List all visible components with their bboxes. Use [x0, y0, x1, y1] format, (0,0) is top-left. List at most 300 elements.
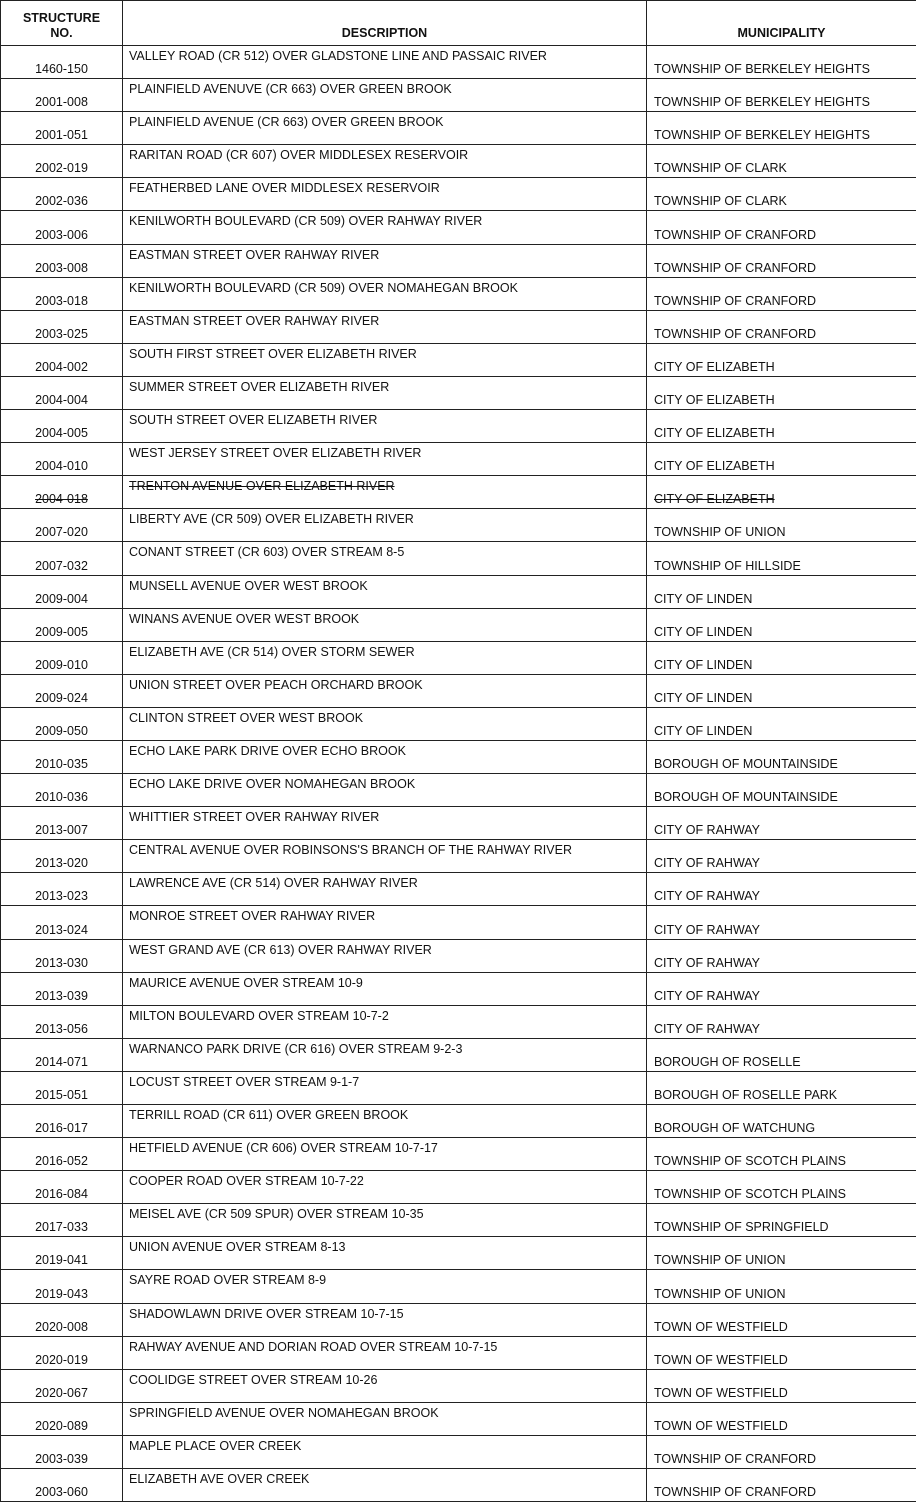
cell-structure-no-text: 2009-005: [35, 625, 88, 639]
cell-description: [123, 211, 647, 244]
cell-structure-no: [1, 873, 123, 906]
cell-structure-no: [1, 1105, 123, 1138]
cell-structure-no-text: 2016-052: [35, 1154, 88, 1168]
cell-structure-no: [1, 1435, 123, 1468]
table-row: [1, 1105, 916, 1138]
cell-description-text: ECHO LAKE DRIVE OVER NOMAHEGAN BROOK: [129, 777, 415, 791]
cell-municipality: [647, 1270, 916, 1303]
cell-description: [123, 1204, 647, 1237]
cell-description-text: ELIZABETH AVE (CR 514) OVER STORM SEWER: [129, 645, 415, 659]
cell-description: [123, 939, 647, 972]
cell-description: [123, 1270, 647, 1303]
cell-description-text: EASTMAN STREET OVER RAHWAY RIVER: [129, 248, 379, 262]
cell-description-text: MAPLE PLACE OVER CREEK: [129, 1439, 301, 1453]
cell-description: [123, 575, 647, 608]
cell-description-text: CLINTON STREET OVER WEST BROOK: [129, 711, 363, 725]
table-row: [1, 1171, 916, 1204]
cell-structure-no-text: 2004-002: [35, 360, 88, 374]
cell-municipality-text: CITY OF RAHWAY: [654, 856, 760, 870]
cell-municipality: [647, 1369, 916, 1402]
cell-description: [123, 1402, 647, 1435]
table-row: [1, 807, 916, 840]
cell-description: [123, 376, 647, 409]
cell-description: [123, 1303, 647, 1336]
cell-municipality-text: CITY OF RAHWAY: [654, 923, 760, 937]
cell-description-text: KENILWORTH BOULEVARD (CR 509) OVER NOMAHEGAN BROOK: [129, 281, 518, 295]
table-row: [1, 112, 916, 145]
cell-structure-no: [1, 740, 123, 773]
cell-description: [123, 807, 647, 840]
cell-municipality: [647, 873, 916, 906]
header-row: [1, 1, 916, 46]
cell-municipality: [647, 774, 916, 807]
cell-description: [123, 1237, 647, 1270]
cell-structure-no-text: 2002-036: [35, 194, 88, 208]
table-row: [1, 1336, 916, 1369]
cell-structure-no-text: 2004-005: [35, 426, 88, 440]
cell-structure-no: [1, 1005, 123, 1038]
cell-description: [123, 1138, 647, 1171]
cell-description: [123, 1105, 647, 1138]
table-row: [1, 906, 916, 939]
cell-description-text: EASTMAN STREET OVER RAHWAY RIVER: [129, 314, 379, 328]
cell-description-text: TERRILL ROAD (CR 611) OVER GREEN BROOK: [129, 1108, 408, 1122]
cell-description: [123, 740, 647, 773]
cell-structure-no-text: 2019-043: [35, 1287, 88, 1301]
table-row: [1, 840, 916, 873]
cell-structure-no: [1, 1071, 123, 1104]
cell-structure-no-text: 2010-035: [35, 757, 88, 771]
header-description: DESCRIPTION: [123, 1, 647, 46]
cell-description-text: UNION STREET OVER PEACH ORCHARD BROOK: [129, 678, 423, 692]
cell-structure-no: [1, 972, 123, 1005]
cell-description-text: FEATHERBED LANE OVER MIDDLESEX RESERVOIR: [129, 181, 440, 195]
cell-description-text: CONANT STREET (CR 603) OVER STREAM 8-5: [129, 545, 404, 559]
cell-description-text: WEST GRAND AVE (CR 613) OVER RAHWAY RIVER: [129, 943, 432, 957]
cell-municipality: [647, 443, 916, 476]
cell-structure-no: [1, 310, 123, 343]
header-municipality: MUNICIPALITY: [647, 1, 916, 46]
cell-municipality: [647, 476, 916, 509]
cell-municipality: [647, 1204, 916, 1237]
cell-structure-no-text: 2020-019: [35, 1353, 88, 1367]
cell-structure-no: [1, 542, 123, 575]
cell-municipality: [647, 145, 916, 178]
cell-structure-no-text: 2001-008: [35, 95, 88, 109]
cell-structure-no: [1, 343, 123, 376]
cell-description: [123, 873, 647, 906]
cell-structure-no-text: 2003-006: [35, 228, 88, 242]
cell-municipality: [647, 740, 916, 773]
cell-municipality-text: TOWN OF WESTFIELD: [654, 1353, 788, 1367]
cell-municipality: [647, 1138, 916, 1171]
table-row: [1, 1270, 916, 1303]
cell-municipality-text: TOWNSHIP OF SPRINGFIELD: [654, 1220, 829, 1234]
cell-municipality-text: CITY OF RAHWAY: [654, 823, 760, 837]
cell-structure-no: [1, 575, 123, 608]
cell-structure-no-text: 2009-050: [35, 724, 88, 738]
cell-municipality-text: CITY OF RAHWAY: [654, 889, 760, 903]
cell-municipality: [647, 1171, 916, 1204]
cell-structure-no-text: 2009-004: [35, 592, 88, 606]
table-row: [1, 79, 916, 112]
cell-municipality-text: CITY OF ELIZABETH: [654, 459, 775, 473]
cell-description: [123, 244, 647, 277]
cell-description: [123, 1435, 647, 1468]
table-header: [1, 1, 916, 46]
cell-description-text: SPRINGFIELD AVENUE OVER NOMAHEGAN BROOK: [129, 1406, 439, 1420]
table-row: [1, 1303, 916, 1336]
cell-structure-no-text: 2013-039: [35, 989, 88, 1003]
cell-municipality-text: CITY OF LINDEN: [654, 691, 752, 705]
cell-structure-no: [1, 1336, 123, 1369]
table-row: [1, 740, 916, 773]
cell-municipality: [647, 1303, 916, 1336]
cell-description: [123, 1038, 647, 1071]
cell-municipality-text: TOWNSHIP OF CRANFORD: [654, 261, 816, 275]
table-row: [1, 1237, 916, 1270]
cell-description-text: SHADOWLAWN DRIVE OVER STREAM 10-7-15: [129, 1307, 404, 1321]
cell-description: [123, 1369, 647, 1402]
cell-description-text: SUMMER STREET OVER ELIZABETH RIVER: [129, 380, 389, 394]
cell-description: [123, 542, 647, 575]
cell-structure-no: [1, 608, 123, 641]
cell-description: [123, 310, 647, 343]
cell-description: [123, 1336, 647, 1369]
cell-description: [123, 112, 647, 145]
cell-description: [123, 145, 647, 178]
cell-municipality: [647, 1402, 916, 1435]
cell-structure-no: [1, 906, 123, 939]
cell-structure-no-text: 2013-020: [35, 856, 88, 870]
cell-structure-no-text: 2020-008: [35, 1320, 88, 1334]
cell-structure-no-text: 2020-067: [35, 1386, 88, 1400]
cell-description: [123, 707, 647, 740]
cell-description: [123, 1469, 647, 1502]
cell-description-text: TRENTON AVENUE OVER ELIZABETH RIVER: [129, 479, 395, 493]
table-row: [1, 1204, 916, 1237]
cell-description-text: UNION AVENUE OVER STREAM 8-13: [129, 1240, 346, 1254]
cell-structure-no: [1, 1270, 123, 1303]
table-row: [1, 939, 916, 972]
cell-structure-no: [1, 509, 123, 542]
cell-structure-no-text: 2007-032: [35, 559, 88, 573]
cell-description: [123, 178, 647, 211]
cell-structure-no: [1, 1469, 123, 1502]
table-row: [1, 1005, 916, 1038]
cell-municipality: [647, 674, 916, 707]
cell-structure-no-text: 2003-018: [35, 294, 88, 308]
cell-description-text: SOUTH STREET OVER ELIZABETH RIVER: [129, 413, 377, 427]
cell-structure-no: [1, 476, 123, 509]
table-row: [1, 774, 916, 807]
cell-municipality: [647, 410, 916, 443]
cell-municipality-text: TOWNSHIP OF CRANFORD: [654, 327, 816, 341]
cell-structure-no: [1, 1138, 123, 1171]
cell-structure-no: [1, 410, 123, 443]
cell-municipality-text: CITY OF RAHWAY: [654, 989, 760, 1003]
cell-description: [123, 509, 647, 542]
cell-municipality-text: BOROUGH OF ROSELLE PARK: [654, 1088, 837, 1102]
cell-description: [123, 906, 647, 939]
cell-municipality: [647, 178, 916, 211]
table-row: [1, 509, 916, 542]
cell-structure-no: [1, 1038, 123, 1071]
cell-description-text: COOLIDGE STREET OVER STREAM 10-26: [129, 1373, 377, 1387]
cell-description: [123, 1171, 647, 1204]
cell-description-text: LIBERTY AVE (CR 509) OVER ELIZABETH RIVER: [129, 512, 414, 526]
cell-municipality: [647, 1105, 916, 1138]
cell-description-text: WHITTIER STREET OVER RAHWAY RIVER: [129, 810, 379, 824]
cell-structure-no-text: 2003-039: [35, 1452, 88, 1466]
cell-structure-no-text: 2017-033: [35, 1220, 88, 1234]
cell-description: [123, 343, 647, 376]
cell-structure-no-text: 2003-025: [35, 327, 88, 341]
cell-structure-no-text: 2019-041: [35, 1253, 88, 1267]
cell-municipality-text: CITY OF ELIZABETH: [654, 360, 775, 374]
header-structure-line2: NO.: [1, 26, 122, 41]
cell-municipality-text: CITY OF LINDEN: [654, 724, 752, 738]
cell-structure-no-text: 2001-051: [35, 128, 88, 142]
cell-structure-no: [1, 840, 123, 873]
cell-municipality-text: TOWNSHIP OF BERKELEY HEIGHTS: [654, 62, 870, 76]
cell-structure-no-text: 2013-024: [35, 923, 88, 937]
cell-municipality: [647, 1237, 916, 1270]
cell-municipality-text: TOWNSHIP OF SCOTCH PLAINS: [654, 1187, 846, 1201]
cell-municipality: [647, 1336, 916, 1369]
cell-structure-no: [1, 641, 123, 674]
cell-description-text: SOUTH FIRST STREET OVER ELIZABETH RIVER: [129, 347, 417, 361]
cell-municipality: [647, 939, 916, 972]
cell-description-text: WEST JERSEY STREET OVER ELIZABETH RIVER: [129, 446, 421, 460]
cell-structure-no: [1, 376, 123, 409]
table-row: [1, 641, 916, 674]
cell-structure-no-text: 2016-017: [35, 1121, 88, 1135]
cell-municipality-text: TOWNSHIP OF CRANFORD: [654, 228, 816, 242]
table-row: [1, 1469, 916, 1502]
cell-structure-no-text: 2013-007: [35, 823, 88, 837]
cell-municipality-text: TOWNSHIP OF UNION: [654, 1253, 786, 1267]
cell-municipality: [647, 1469, 916, 1502]
cell-municipality-text: CITY OF RAHWAY: [654, 956, 760, 970]
cell-municipality: [647, 972, 916, 1005]
cell-municipality: [647, 1038, 916, 1071]
cell-description-text: PLAINFIELD AVENUE (CR 663) OVER GREEN BROOK: [129, 115, 443, 129]
cell-structure-no-text: 2004-004: [35, 393, 88, 407]
cell-structure-no: [1, 46, 123, 79]
cell-description-text: RARITAN ROAD (CR 607) OVER MIDDLESEX RESERVOIR: [129, 148, 468, 162]
cell-municipality: [647, 641, 916, 674]
cell-description: [123, 79, 647, 112]
table-body: [1, 46, 916, 1502]
header-structure-line1: STRUCTURE: [1, 11, 122, 26]
cell-municipality-text: CITY OF RAHWAY: [654, 1022, 760, 1036]
cell-municipality: [647, 840, 916, 873]
cell-municipality: [647, 277, 916, 310]
cell-municipality: [647, 807, 916, 840]
cell-structure-no-text: 2020-089: [35, 1419, 88, 1433]
cell-structure-no: [1, 1369, 123, 1402]
cell-description: [123, 641, 647, 674]
cell-municipality-text: TOWNSHIP OF CRANFORD: [654, 294, 816, 308]
cell-municipality-text: TOWNSHIP OF BERKELEY HEIGHTS: [654, 95, 870, 109]
table-row: [1, 575, 916, 608]
cell-municipality-text: CITY OF LINDEN: [654, 592, 752, 606]
cell-structure-no: [1, 774, 123, 807]
cell-municipality: [647, 1005, 916, 1038]
table-row: [1, 1138, 916, 1171]
cell-description-text: VALLEY ROAD (CR 512) OVER GLADSTONE LINE AND PASSAIC RIVER: [129, 49, 547, 63]
table-row: [1, 707, 916, 740]
cell-municipality-text: CITY OF LINDEN: [654, 658, 752, 672]
cell-municipality-text: CITY OF ELIZABETH: [654, 393, 775, 407]
table-row: [1, 674, 916, 707]
cell-structure-no-text: 2013-030: [35, 956, 88, 970]
table-row: [1, 443, 916, 476]
cell-municipality-text: TOWNSHIP OF CLARK: [654, 194, 787, 208]
cell-description: [123, 774, 647, 807]
cell-description: [123, 277, 647, 310]
cell-municipality: [647, 707, 916, 740]
table-row: [1, 178, 916, 211]
cell-structure-no: [1, 1303, 123, 1336]
cell-municipality-text: TOWN OF WESTFIELD: [654, 1320, 788, 1334]
cell-description-text: MONROE STREET OVER RAHWAY RIVER: [129, 909, 375, 923]
cell-municipality-text: BOROUGH OF ROSELLE: [654, 1055, 801, 1069]
cell-description: [123, 410, 647, 443]
cell-municipality-text: TOWNSHIP OF UNION: [654, 1287, 786, 1301]
cell-description-text: KENILWORTH BOULEVARD (CR 509) OVER RAHWAY RIVER: [129, 214, 482, 228]
cell-structure-no: [1, 1402, 123, 1435]
table-row: [1, 277, 916, 310]
table-row: [1, 244, 916, 277]
cell-structure-no-text: 2013-056: [35, 1022, 88, 1036]
cell-description-text: SAYRE ROAD OVER STREAM 8-9: [129, 1273, 326, 1287]
cell-description: [123, 476, 647, 509]
table-row: [1, 972, 916, 1005]
cell-description: [123, 674, 647, 707]
cell-description-text: CENTRAL AVENUE OVER ROBINSONS'S BRANCH OF THE RAHWAY RIVER: [129, 843, 572, 857]
cell-municipality-text: BOROUGH OF MOUNTAINSIDE: [654, 757, 838, 771]
cell-structure-no-text: 2003-008: [35, 261, 88, 275]
cell-structure-no: [1, 443, 123, 476]
cell-structure-no-text: 2010-036: [35, 790, 88, 804]
cell-description-text: RAHWAY AVENUE AND DORIAN ROAD OVER STREAM 10-7-15: [129, 1340, 497, 1354]
cell-description-text: PLAINFIELD AVENUVE (CR 663) OVER GREEN BROOK: [129, 82, 452, 96]
cell-municipality-text: TOWNSHIP OF SCOTCH PLAINS: [654, 1154, 846, 1168]
cell-description: [123, 443, 647, 476]
cell-description-text: MAURICE AVENUE OVER STREAM 10-9: [129, 976, 363, 990]
cell-structure-no: [1, 211, 123, 244]
cell-municipality-text: TOWNSHIP OF HILLSIDE: [654, 559, 801, 573]
cell-municipality-text: CITY OF ELIZABETH: [654, 426, 775, 440]
cell-structure-no: [1, 807, 123, 840]
table-row: [1, 343, 916, 376]
cell-description-text: LAWRENCE AVE (CR 514) OVER RAHWAY RIVER: [129, 876, 418, 890]
header-structure-no: [1, 1, 123, 46]
cell-structure-no: [1, 1237, 123, 1270]
cell-structure-no: [1, 939, 123, 972]
cell-description-text: MUNSELL AVENUE OVER WEST BROOK: [129, 579, 368, 593]
table-row: [1, 1038, 916, 1071]
table-row: [1, 211, 916, 244]
cell-municipality: [647, 376, 916, 409]
table-row: [1, 608, 916, 641]
cell-municipality: [647, 310, 916, 343]
cell-structure-no: [1, 145, 123, 178]
cell-structure-no: [1, 244, 123, 277]
cell-structure-no-text: 1460-150: [35, 62, 88, 76]
cell-municipality-text: TOWNSHIP OF CRANFORD: [654, 1452, 816, 1466]
cell-description-text: ECHO LAKE PARK DRIVE OVER ECHO BROOK: [129, 744, 406, 758]
cell-structure-no-text: 2013-023: [35, 889, 88, 903]
cell-municipality-text: TOWNSHIP OF UNION: [654, 525, 786, 539]
cell-description-text: MILTON BOULEVARD OVER STREAM 10-7-2: [129, 1009, 389, 1023]
cell-description-text: ELIZABETH AVE OVER CREEK: [129, 1472, 309, 1486]
cell-structure-no-text: 2015-051: [35, 1088, 88, 1102]
cell-municipality-text: TOWNSHIP OF BERKELEY HEIGHTS: [654, 128, 870, 142]
cell-description-text: COOPER ROAD OVER STREAM 10-7-22: [129, 1174, 364, 1188]
cell-description: [123, 972, 647, 1005]
cell-structure-no: [1, 178, 123, 211]
cell-municipality-text: TOWNSHIP OF CLARK: [654, 161, 787, 175]
cell-municipality: [647, 1435, 916, 1468]
cell-structure-no-text: 2004-010: [35, 459, 88, 473]
cell-structure-no-text: 2007-020: [35, 525, 88, 539]
cell-municipality-text: TOWN OF WESTFIELD: [654, 1419, 788, 1433]
cell-municipality: [647, 906, 916, 939]
table-row: [1, 46, 916, 79]
cell-municipality: [647, 112, 916, 145]
cell-description: [123, 1071, 647, 1104]
cell-municipality-text: CITY OF ELIZABETH: [654, 492, 775, 506]
cell-municipality-text: TOWNSHIP OF CRANFORD: [654, 1485, 816, 1499]
cell-description-text: WARNANCO PARK DRIVE (CR 616) OVER STREAM 9-2-3: [129, 1042, 462, 1056]
cell-description-text: LOCUST STREET OVER STREAM 9-1-7: [129, 1075, 359, 1089]
table-row: [1, 1402, 916, 1435]
table-row: [1, 376, 916, 409]
cell-municipality: [647, 608, 916, 641]
table-row: [1, 1071, 916, 1104]
cell-structure-no-text: 2002-019: [35, 161, 88, 175]
cell-description-text: MEISEL AVE (CR 509 SPUR) OVER STREAM 10-35: [129, 1207, 424, 1221]
cell-structure-no: [1, 1171, 123, 1204]
cell-municipality: [647, 46, 916, 79]
table-row: [1, 1435, 916, 1468]
cell-municipality: [647, 1071, 916, 1104]
cell-municipality: [647, 343, 916, 376]
cell-structure-no-text: 2016-084: [35, 1187, 88, 1201]
cell-municipality-text: CITY OF LINDEN: [654, 625, 752, 639]
cell-structure-no-text: 2014-071: [35, 1055, 88, 1069]
cell-municipality-text: BOROUGH OF MOUNTAINSIDE: [654, 790, 838, 804]
table-row: [1, 542, 916, 575]
cell-structure-no-text: 2009-010: [35, 658, 88, 672]
cell-structure-no: [1, 674, 123, 707]
cell-municipality-text: TOWN OF WESTFIELD: [654, 1386, 788, 1400]
cell-description: [123, 46, 647, 79]
table-row: [1, 310, 916, 343]
cell-structure-no: [1, 79, 123, 112]
cell-description-text: HETFIELD AVENUE (CR 606) OVER STREAM 10-7-17: [129, 1141, 438, 1155]
table-row: [1, 476, 916, 509]
cell-municipality: [647, 509, 916, 542]
cell-structure-no-text: 2003-060: [35, 1485, 88, 1499]
table-row: [1, 145, 916, 178]
cell-structure-no-text: 2004-018: [35, 492, 88, 506]
cell-municipality: [647, 575, 916, 608]
cell-description: [123, 608, 647, 641]
